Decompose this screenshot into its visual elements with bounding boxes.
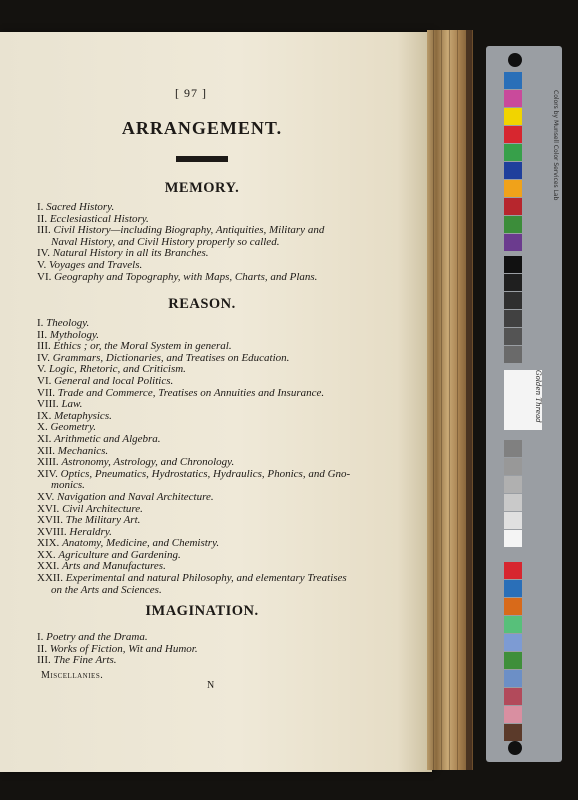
item-text: Civil History—including Biography, Antiquities, Military and	[53, 224, 325, 237]
color-swatch	[504, 72, 522, 89]
item-text: Arithmetic and Algebra.	[54, 432, 161, 445]
item-number: IV.	[37, 351, 53, 364]
item-text: Poetry and the Drama.	[46, 631, 148, 643]
color-swatch	[504, 126, 522, 143]
card-brand: Golden Thread	[534, 370, 542, 423]
item-number: XII.	[37, 444, 58, 457]
color-swatch	[504, 598, 522, 615]
item-text: Civil Architecture.	[62, 502, 143, 515]
item-text: Naval History, and Civil History properly so called.	[51, 235, 280, 248]
item-text: on the Arts and Sciences.	[51, 583, 162, 596]
grey-swatch	[504, 440, 522, 457]
item-text: Arts and Manufactures.	[62, 560, 166, 573]
color-swatch	[504, 234, 522, 251]
grey-swatch	[504, 346, 522, 363]
page-title: ARRANGEMENT.	[121, 118, 283, 138]
color-swatch	[504, 162, 522, 179]
color-swatch	[504, 580, 522, 597]
section-heading-imagination: IMAGINATION.	[145, 603, 259, 619]
color-swatch	[504, 724, 522, 741]
grey-swatch	[504, 512, 522, 529]
item-text: Grammars, Dictionaries, and Treatises on Education.	[52, 351, 290, 364]
item-number: I.	[37, 631, 47, 643]
item-text: Geometry.	[50, 421, 96, 434]
item-text: Astronomy, Astrology, and Chronology.	[61, 456, 235, 469]
item-number: II.	[37, 328, 50, 341]
item-number: XXI.	[37, 560, 63, 573]
item-text: Ecclesiastical History.	[49, 212, 149, 225]
miscellanies-label: Miscellanies.	[41, 670, 104, 681]
item-number: III.	[37, 224, 54, 237]
color-swatch	[504, 216, 522, 233]
item-text: monics.	[51, 479, 85, 492]
card-hole-top	[508, 53, 522, 67]
item-number: XIX.	[37, 537, 63, 550]
item-number: VI.	[37, 270, 55, 283]
item-number: I.	[37, 317, 47, 329]
grey-swatch	[504, 274, 522, 291]
grey-swatch	[504, 256, 522, 273]
item-number: IX.	[37, 409, 55, 422]
item-text: Mechanics.	[57, 444, 109, 457]
item-text: The Military Art.	[65, 514, 141, 527]
list-item	[37, 585, 397, 597]
color-swatch	[504, 180, 522, 197]
item-number: VIII.	[37, 398, 62, 411]
color-swatch	[504, 670, 522, 687]
list-item	[37, 388, 397, 400]
grey-swatch	[504, 494, 522, 511]
item-text: General and local Politics.	[54, 374, 174, 387]
item-text: Geography and Topography, with Maps, Charts, and Plans.	[54, 270, 318, 283]
color-swatch	[504, 616, 522, 633]
item-text: Law.	[61, 398, 83, 411]
item-number: XVII.	[37, 514, 66, 527]
grey-swatch	[504, 328, 522, 345]
card-hole-bottom	[508, 741, 522, 755]
item-text: Sacred History.	[46, 201, 115, 213]
section-heading-reason: REASON.	[168, 296, 236, 312]
title-rule	[176, 156, 228, 162]
list-item	[37, 469, 397, 481]
color-swatch	[504, 706, 522, 723]
color-swatch	[504, 688, 522, 705]
item-number: XIV.	[37, 467, 61, 480]
grey-swatch	[504, 458, 522, 475]
grey-swatch	[504, 292, 522, 309]
imagination-list	[37, 632, 397, 667]
color-swatch	[504, 562, 522, 579]
grey-swatch	[504, 310, 522, 327]
item-number: IV.	[37, 247, 53, 260]
item-number: XXII.	[37, 572, 66, 585]
color-swatch	[504, 652, 522, 669]
item-number: XI.	[37, 432, 55, 445]
item-number: I.	[37, 201, 47, 213]
color-swatch	[504, 90, 522, 107]
item-text: The Fine Arts.	[53, 654, 117, 667]
item-text: Mythology.	[49, 328, 100, 341]
item-number: XVI.	[37, 502, 63, 515]
color-swatch	[504, 108, 522, 125]
color-swatch	[504, 144, 522, 161]
item-text: Trade and Commerce, Treatises on Annuities and Insurance.	[57, 386, 325, 399]
list-item	[37, 655, 397, 667]
item-number: VI.	[37, 374, 55, 387]
list-item	[37, 272, 397, 284]
item-text: Ethics ; or, the Moral System in general.	[53, 340, 232, 353]
grey-swatch	[504, 476, 522, 493]
item-text: Voyages and Travels.	[49, 258, 143, 271]
reason-list	[37, 318, 397, 596]
printer-signature: N	[207, 680, 215, 691]
item-text: Metaphysics.	[54, 409, 112, 422]
memory-list	[37, 202, 397, 283]
item-text: Anatomy, Medicine, and Chemistry.	[62, 537, 220, 550]
item-text: Theology.	[46, 317, 90, 329]
item-text: Optics, Pneumatics, Hydrostatics, Hydraulics, Phonics, and Gno-	[60, 467, 351, 480]
item-text: Logic, Rhetoric, and Criticism.	[49, 363, 186, 376]
grey-swatch	[504, 530, 522, 547]
item-number: II.	[37, 212, 50, 225]
item-number: XVIII.	[37, 525, 70, 538]
item-number: III.	[37, 654, 54, 667]
item-number: X.	[37, 421, 51, 434]
color-swatch	[504, 634, 522, 651]
item-number: V.	[37, 363, 50, 376]
item-number: III.	[37, 340, 54, 353]
item-text: Natural History in all its Branches.	[52, 247, 209, 260]
section-heading-memory: MEMORY.	[164, 180, 240, 196]
item-text: Navigation and Naval Architecture.	[56, 490, 214, 503]
item-text: Experimental and natural Philosophy, and elementary Treatises	[65, 572, 347, 585]
page-number: [ 97 ]	[175, 86, 207, 100]
item-text: Agriculture and Gardening.	[58, 548, 181, 561]
item-number: XV.	[37, 490, 57, 503]
item-number: V.	[37, 258, 50, 271]
color-swatch	[504, 198, 522, 215]
item-text: Works of Fiction, Wit and Humor.	[49, 642, 198, 655]
book-cover-edge	[466, 30, 472, 770]
card-label: Colors by Munsell Color Services Lab	[552, 90, 559, 201]
item-number: XIII.	[37, 456, 62, 469]
list-item	[37, 573, 397, 585]
item-number: XX.	[37, 548, 59, 561]
item-number: II.	[37, 642, 50, 655]
item-text: Heraldry.	[69, 525, 112, 538]
item-number: VII.	[37, 386, 58, 399]
